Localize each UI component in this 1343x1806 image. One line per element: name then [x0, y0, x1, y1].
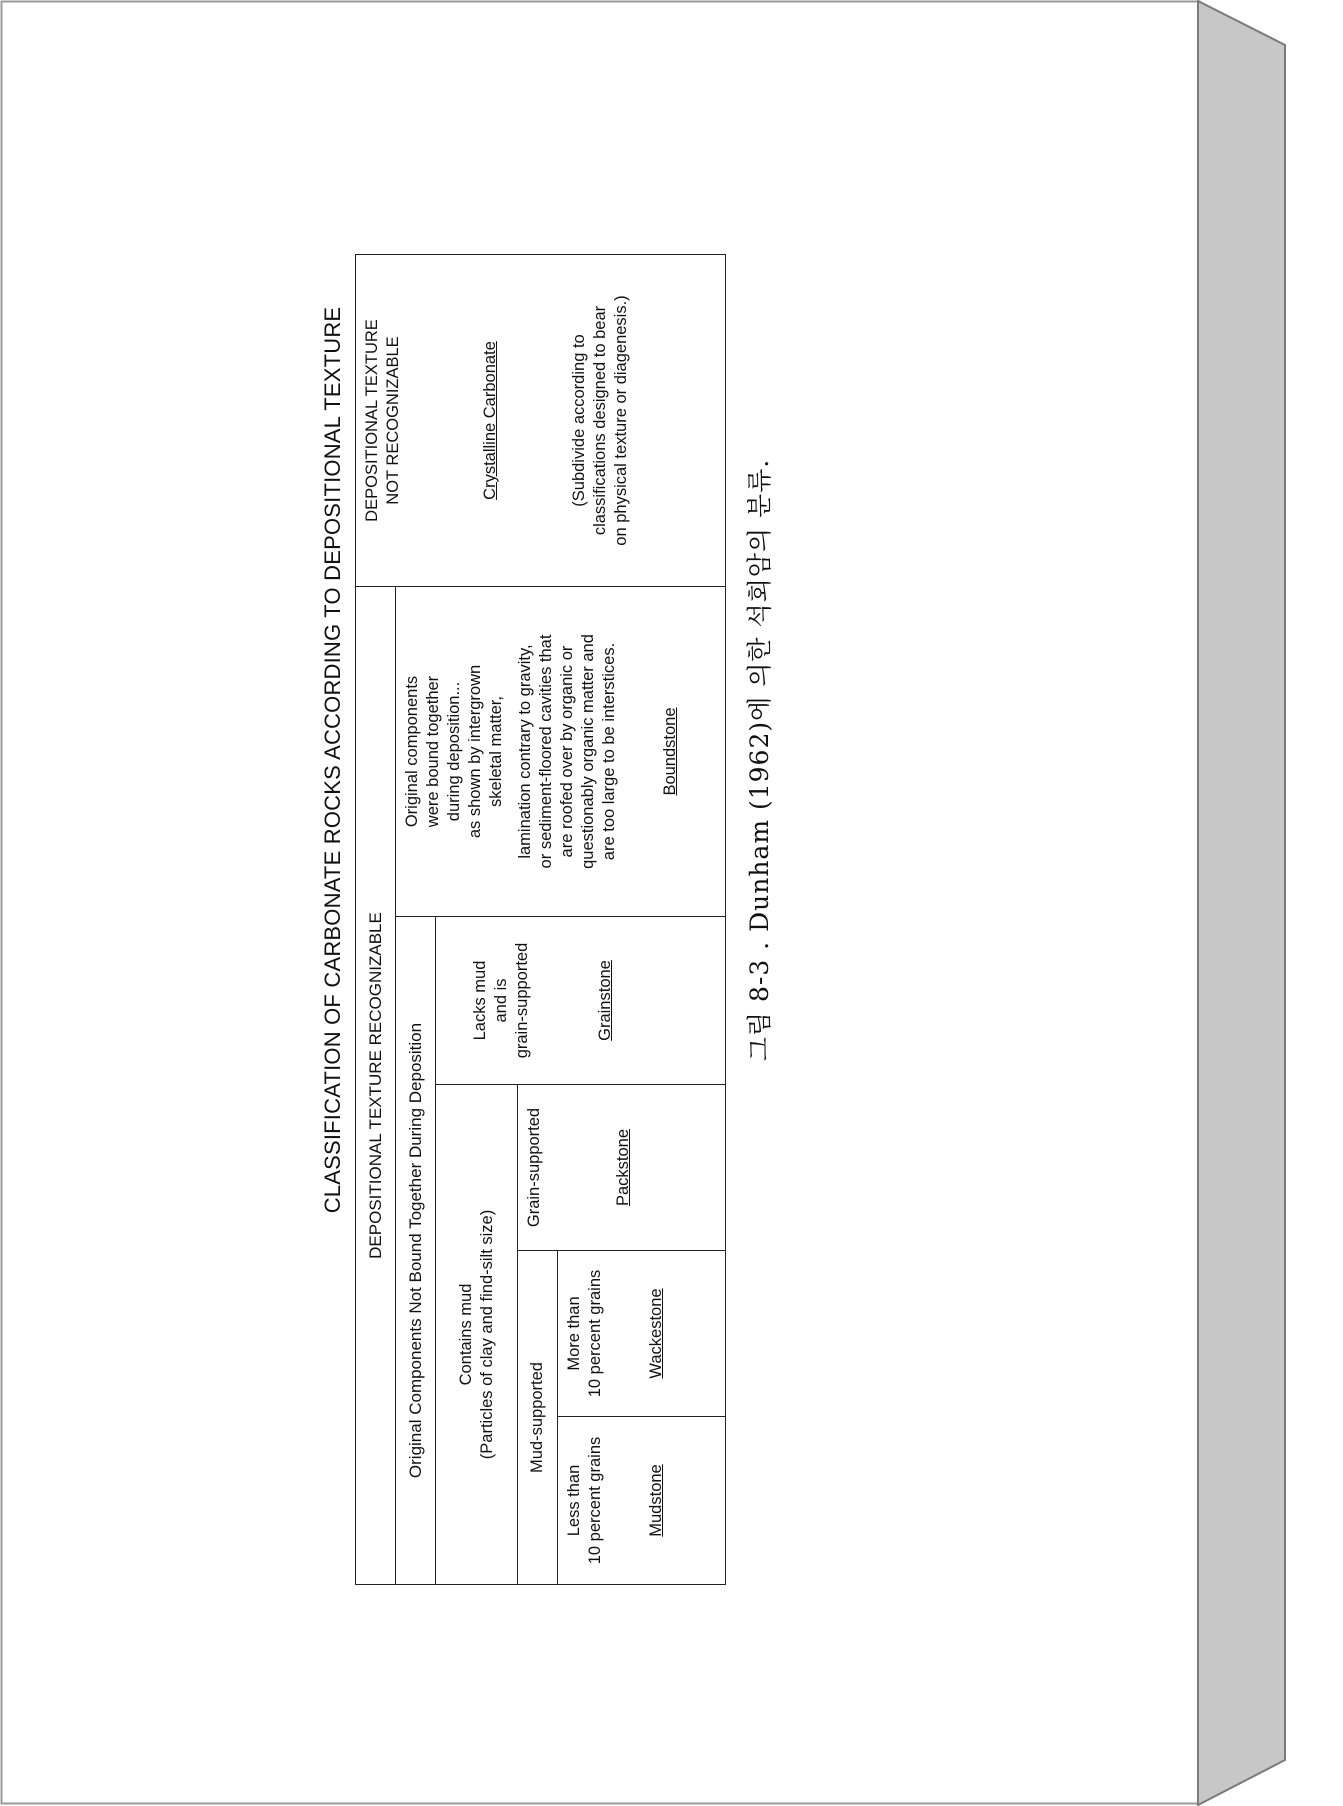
- contains-mud-line-1: Contains mud: [456, 1283, 475, 1386]
- bound-line-2: were bound together: [424, 675, 442, 828]
- figure-caption: 그림 8-3 . Dunham (1962)에 의한 석회암의 분류.: [745, 458, 774, 1062]
- crystalline-carbonate-label: Crystalline Carbonate: [481, 341, 499, 500]
- contains-mud-line-2: (Particles of clay and find-silt size): [477, 1209, 496, 1460]
- bound-line-1: Original components: [403, 675, 421, 828]
- bound-line-4: as shown by intergrown: [466, 664, 484, 839]
- boundstone-label: Boundstone: [661, 707, 679, 796]
- less-than-line-2: 10 percent grains: [586, 1436, 604, 1565]
- subdivide-line-1: (Subdivide according to: [570, 334, 588, 507]
- less-than-line-1: Less than: [565, 1464, 583, 1537]
- bound-line-5: skeletal matter,: [487, 696, 505, 807]
- figure-title: CLASSIFICATION OF CARBONATE ROCKS ACCORDING TO DEPOSITIONAL TEXTURE: [320, 306, 345, 1214]
- subdivide-line-2: classifications designed to bear: [591, 305, 609, 536]
- more-than-line-1: More than: [565, 1296, 583, 1371]
- bound-line-10: are too large to be interstices.: [600, 642, 618, 861]
- bound-line-9: questionably organic matter and: [579, 634, 597, 869]
- bound-line-6: lamination contrary to gravity,: [516, 644, 534, 859]
- lacks-mud-line-3: grain-supported: [513, 942, 531, 1059]
- packstone-label: Packstone: [614, 1128, 632, 1207]
- classification-table: [355, 254, 726, 1585]
- bound-line-8: are roofed over by organic or: [558, 645, 576, 858]
- mudstone-cell: [558, 1417, 726, 1585]
- rotated-figure: [320, 0, 1320, 1600]
- wackestone-label: Wackestone: [647, 1288, 665, 1379]
- mudstone-label: Mudstone: [647, 1464, 665, 1537]
- recognizable-header: DEPOSITIONAL TEXTURE RECOGNIZABLE: [356, 587, 396, 1585]
- contains-mud-cell: [436, 1085, 518, 1585]
- lacks-mud-line-1: Lacks mud: [471, 960, 489, 1041]
- wackestone-cell: [558, 1251, 726, 1417]
- more-than-line-2: 10 percent grains: [586, 1269, 604, 1398]
- mud-supported-cell: Mud-supported: [518, 1251, 558, 1585]
- not-bound-header: Original Components Not Bound Together During Deposition: [396, 917, 436, 1585]
- lacks-mud-line-2: and is: [492, 978, 510, 1023]
- grainstone-label: Grainstone: [596, 960, 614, 1041]
- not-recognizable-cell: [356, 255, 726, 587]
- bound-line-3: during deposition...: [445, 681, 463, 822]
- bound-line-7: or sediment-floored cavities that: [537, 634, 555, 869]
- not-recognizable-header-1: DEPOSITIONAL TEXTURE: [363, 319, 381, 522]
- packstone-cell: [518, 1085, 726, 1251]
- not-recognizable-header-2: NOT RECOGNIZABLE: [384, 336, 402, 505]
- grain-supported-label: Grain-supported: [525, 1107, 543, 1228]
- bound-description-cell: [396, 587, 726, 917]
- subdivide-line-3: on physical texture or diagenesis.): [612, 295, 630, 546]
- lacks-mud-cell: [436, 917, 726, 1085]
